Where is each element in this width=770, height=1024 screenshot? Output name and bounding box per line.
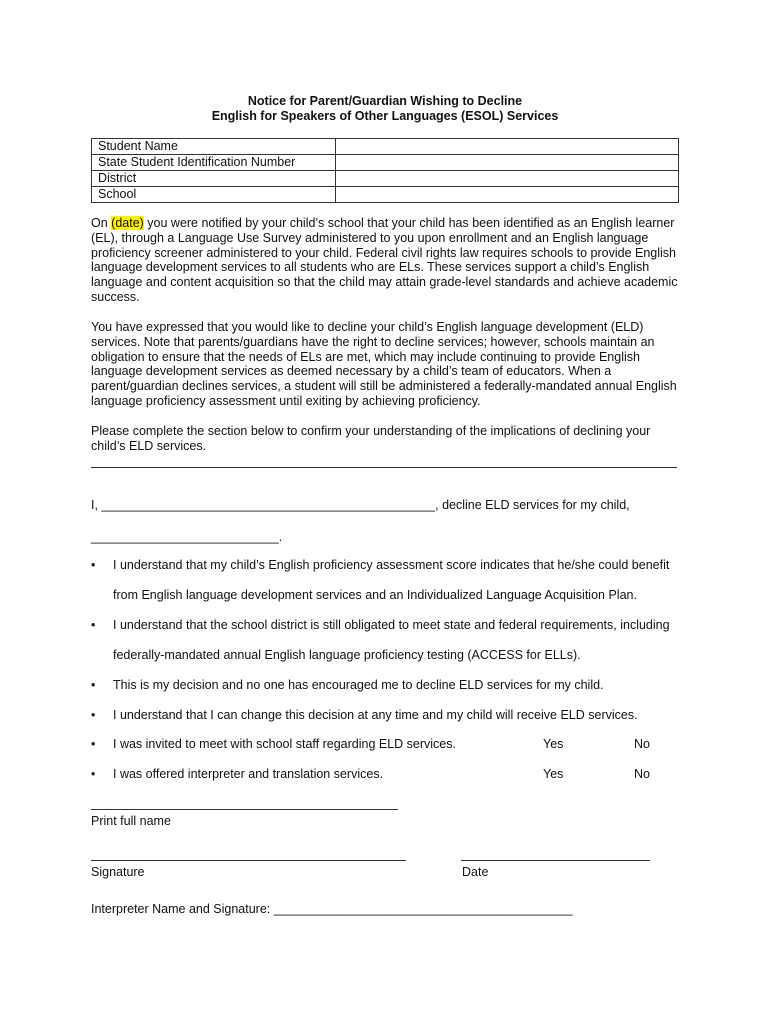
table-row [92, 155, 679, 171]
bullet-6-text: I was offered interpreter and translation services. [113, 767, 384, 781]
signature-line[interactable] [91, 860, 406, 861]
interpreter-no-option[interactable]: No [634, 767, 650, 781]
table-row [92, 171, 679, 187]
decline-statement [91, 498, 630, 512]
student-name-label: Student Name [92, 139, 336, 155]
staff-meeting-no-option[interactable]: No [634, 737, 650, 751]
bullet-icon: • [91, 618, 96, 632]
bullet-icon: • [91, 558, 96, 572]
school-field[interactable] [336, 187, 679, 203]
bullet-1-line2: from English language development services and an Individualized Language Acquisition Plan. [113, 588, 637, 602]
bullet-icon: • [91, 678, 96, 692]
date-placeholder: (date) [111, 216, 144, 230]
state-id-label: State Student Identification Number [92, 155, 336, 171]
interpreter-yes-option[interactable]: Yes [543, 767, 564, 781]
interpreter-signature-blank[interactable]: ___________________________________________ [273, 902, 573, 916]
bullet-3-text: This is my decision and no one has encouraged me to decline ELD services for my child. [113, 678, 604, 692]
bullet-1-line1: I understand that my child’s English proficiency assessment score indicates that he/she could benefit [113, 558, 670, 572]
bullet-icon: • [91, 767, 96, 781]
date-line[interactable] [461, 860, 650, 861]
state-id-field[interactable] [336, 155, 679, 171]
bullet-icon: • [91, 708, 96, 722]
decline-prefix: I, [91, 498, 102, 512]
parent-name-blank[interactable]: ________________________________________________ [101, 498, 436, 512]
student-name-field[interactable] [336, 139, 679, 155]
bullet-icon: • [91, 737, 96, 751]
bullet-2-line1: I understand that the school district is still obligated to meet state and federal requirements, including [113, 618, 670, 632]
interpreter-label: Interpreter Name and Signature: [91, 902, 274, 916]
interpreter-signature-row [91, 902, 573, 916]
district-field[interactable] [336, 171, 679, 187]
student-info-table [91, 138, 679, 203]
decline-suffix: , decline ELD services for my child, [435, 498, 630, 512]
bullet-5-text: I was invited to meet with school staff regarding ELD services. [113, 737, 456, 751]
section-divider [91, 467, 677, 468]
decline-rights-paragraph: You have expressed that you would like to decline your child’s English language development (ELD) services. Note that parents/guardians have the right to decline services; however, schools maintain an obligation to ensure that the needs of ELs are met, which may include continuing to provide English language development services as deemed necessary by a child’s team of educators. When a parent/guardian declines services, a student will still be administered a federally-mandated annual English language proficiency assessment until exiting by achieving proficiency. [91, 320, 677, 408]
paragraph-prefix: On [91, 216, 112, 230]
print-name-label: Print full name [91, 814, 171, 828]
staff-meeting-yes-option[interactable]: Yes [543, 737, 564, 751]
bullet-2-line2: federally-mandated annual English language proficiency testing (ACCESS for ELLs). [113, 648, 581, 662]
print-name-line[interactable] [91, 809, 398, 810]
school-label: School [92, 187, 336, 203]
table-row [92, 139, 679, 155]
table-row [92, 187, 679, 203]
child-name-blank[interactable]: ___________________________. [91, 530, 283, 544]
instructions-paragraph: Please complete the section below to confirm your understanding of the implications of declining your child’s ELD services. [91, 424, 651, 453]
document-title-line2: English for Speakers of Other Languages (ESOL) Services [211, 109, 559, 123]
paragraph-text: you were notified by your child’s school that your child has been identified as an English learner (EL), through a Language Use Survey administered to you upon enrollment and an English language proficiency screener administered to your child. Federal civil rights law requires schools to provide English language development services to all students who are ELs. These services support a child’s English language and content acquisition so that the child may attain grade-level standards and achieve academic success. [91, 216, 678, 304]
signature-label: Signature [91, 865, 145, 879]
bullet-4-text: I understand that I can change this decision at any time and my child will receive ELD services. [113, 708, 638, 722]
notification-paragraph [91, 216, 681, 305]
district-label: District [92, 171, 336, 187]
document-title-line1: Notice for Parent/Guardian Wishing to Decline [247, 94, 523, 108]
date-label: Date [462, 865, 489, 879]
